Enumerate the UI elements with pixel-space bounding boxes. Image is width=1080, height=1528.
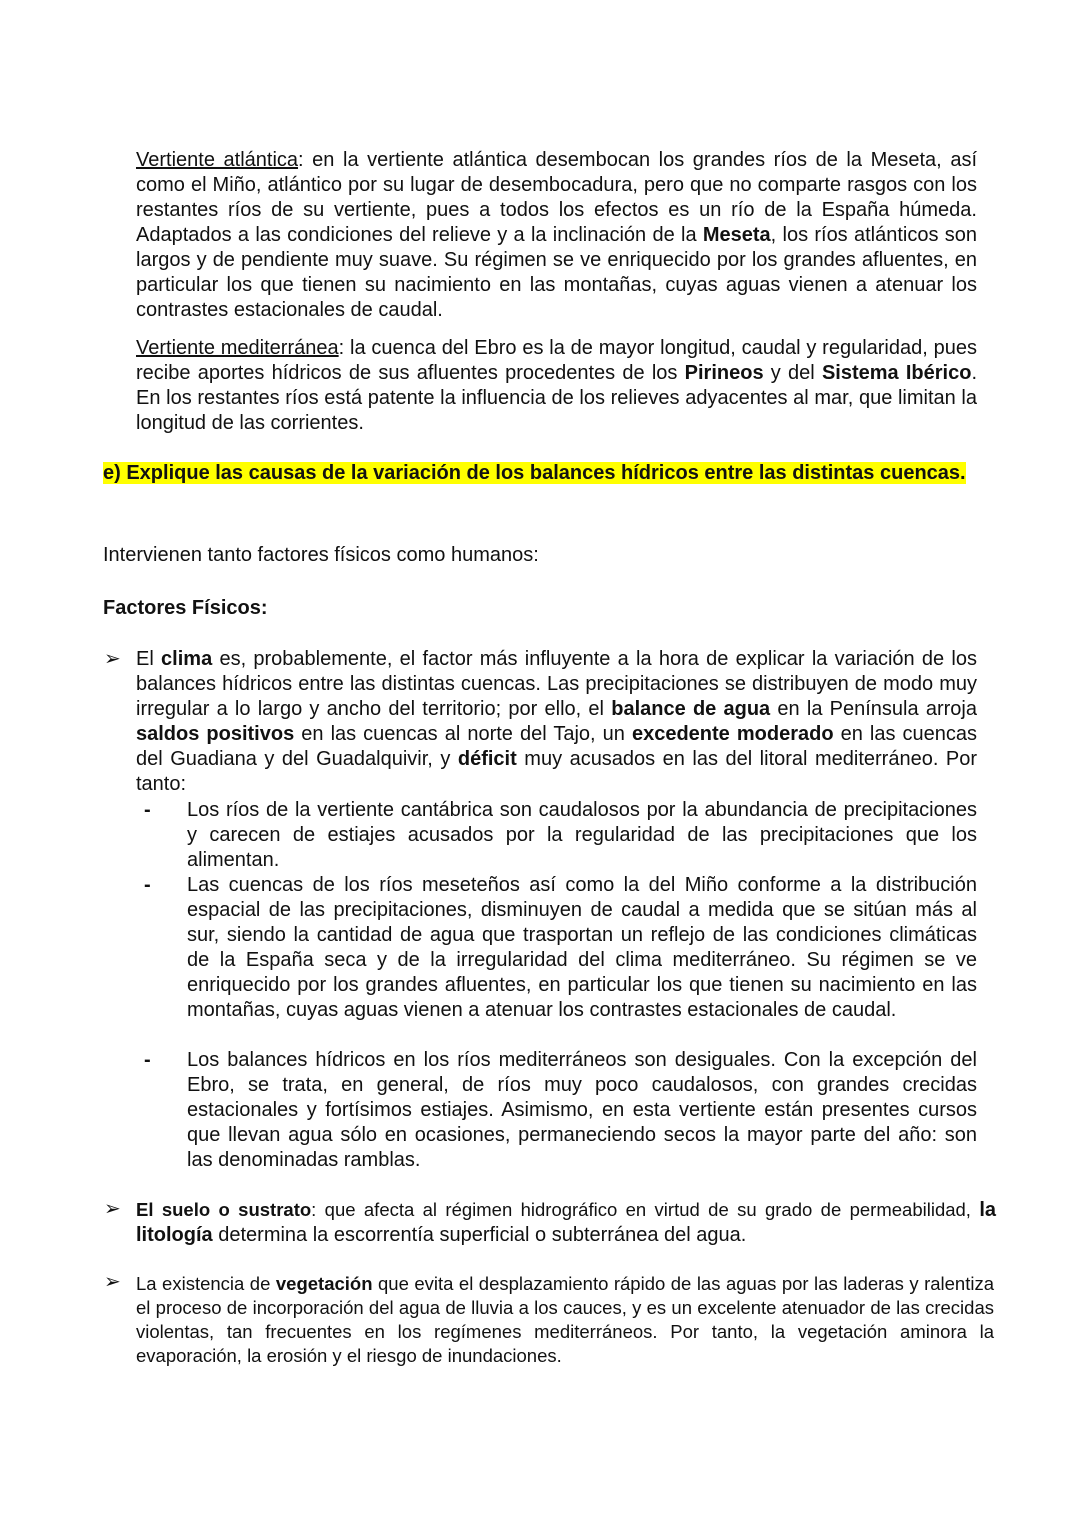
- question-heading: [103, 461, 977, 486]
- intro-text: Intervienen tanto factores físicos como humanos:: [103, 544, 539, 566]
- sub-item-cantabrica: Los ríos de la vertiente cantábrica son caudalosos por la abundancia de precipitaciones y carecen de estiajes acusados por la regularidad de las precipitaciones que los alimentan.: [187, 799, 977, 871]
- factores-fisicos-heading: Factores Físicos:: [103, 597, 268, 619]
- label-vertiente-atlantica: Vertiente atlántica: [136, 149, 299, 171]
- bullet-clima: El clima es, probablemente, el factor más influyente a la hora de explicar la variación de los balances hídricos entre las distintas cuencas. Las precipitaciones se distribuyen de modo muy irregular a lo largo y ancho del territorio; por ello, el balance de agua en la Península arroja saldos positivos en las cuencas al norte del Tajo, un excedente moderado en las cuencas del Guadiana y del Guadalquivir, y déficit muy acusados en las del litoral mediterráneo. Por tanto:: [136, 648, 978, 795]
- question-text: e) Explique las causas de la variación de los balances hídricos entre las distintas cuencas.: [103, 462, 966, 484]
- paragraph-vertiente-atlantica: Vertiente atlántica: en la vertiente atlántica desembocan los grandes ríos de la Meseta, así como el Miño, atlántico por su lugar de desembocadura, pero que no comparte rasgos con los restantes ríos de su vertiente, pues a todos los efectos es un río de la España húmeda. Adaptados a las condiciones del relieve y a la inclinación de la Meseta, los ríos atlánticos son largos y de pendiente muy suave. Su régimen se ve enriquecido por los grandes afluentes, en particular los que tienen su nacimiento en las montañas, cuyas aguas vienen a atenuar los contrastes estacionales de caudal.: [136, 149, 977, 321]
- arrow-bullet-icon: ➢: [104, 648, 121, 670]
- dash-bullet-icon: -: [144, 874, 151, 896]
- sub-item-meseta: Las cuencas de los ríos meseteños así como la del Miño conforme a la distribución espacial de las precipitaciones, disminuyen de caudal a medida que se sitúan más al sur, siendo la cantidad de agua que trasportan un reflejo de las condiciones climáticas de la España seca y de la irregularidad del clima mediterráneo. Su régimen se ve enriquecido por los grandes afluentes, en particular los que tienen su nacimiento en las montañas, cuyas aguas vienen a atenuar los contrastes estacionales de caudal.: [187, 874, 977, 1021]
- dash-bullet-icon: -: [144, 799, 151, 821]
- arrow-bullet-icon: ➢: [104, 1271, 121, 1293]
- paragraph-vertiente-mediterranea: Vertiente mediterránea: la cuenca del Ebro es la de mayor longitud, caudal y regularidad, pues recibe aportes hídricos de sus afluentes procedentes de los Pirineos y del Sistema Ibérico. En los restantes ríos está patente la influencia de los relieves adyacentes al mar, que limitan la longitud de las corrientes.: [136, 337, 978, 434]
- label-vertiente-mediterranea: Vertiente mediterránea: [136, 337, 339, 359]
- bullet-vegetacion: La existencia de vegetación que evita el desplazamiento rápido de las aguas por las laderas y ralentiza el proceso de incorporación del agua de lluvia a los cauces, y es un excelente atenuador de las crecidas violentas, tan frecuentes en los regímenes mediterráneos. Por tanto, la vegetación aminora la evaporación, la erosión y el riesgo de inundaciones.: [136, 1273, 995, 1366]
- bullet-suelo: El suelo o sustrato: que afecta al régimen hidrográfico en virtud de su grado de permeabilidad, la litología determina la escorrentía superficial o subterránea del agua.: [136, 1199, 996, 1246]
- sub-item-mediterraneos: Los balances hídricos en los ríos mediterráneos son desiguales. Con la excepción del Ebro, se trata, en general, de ríos muy poco caudalosos, con grandes crecidas estacionales y fortísimos estiajes. Asimismo, en esta vertiente están presentes cursos que llevan agua sólo en ocasiones, permaneciendo secos la mayor parte del año: son las denominadas ramblas.: [187, 1049, 977, 1171]
- arrow-bullet-icon: ➢: [104, 1198, 121, 1220]
- dash-bullet-icon: -: [144, 1049, 151, 1071]
